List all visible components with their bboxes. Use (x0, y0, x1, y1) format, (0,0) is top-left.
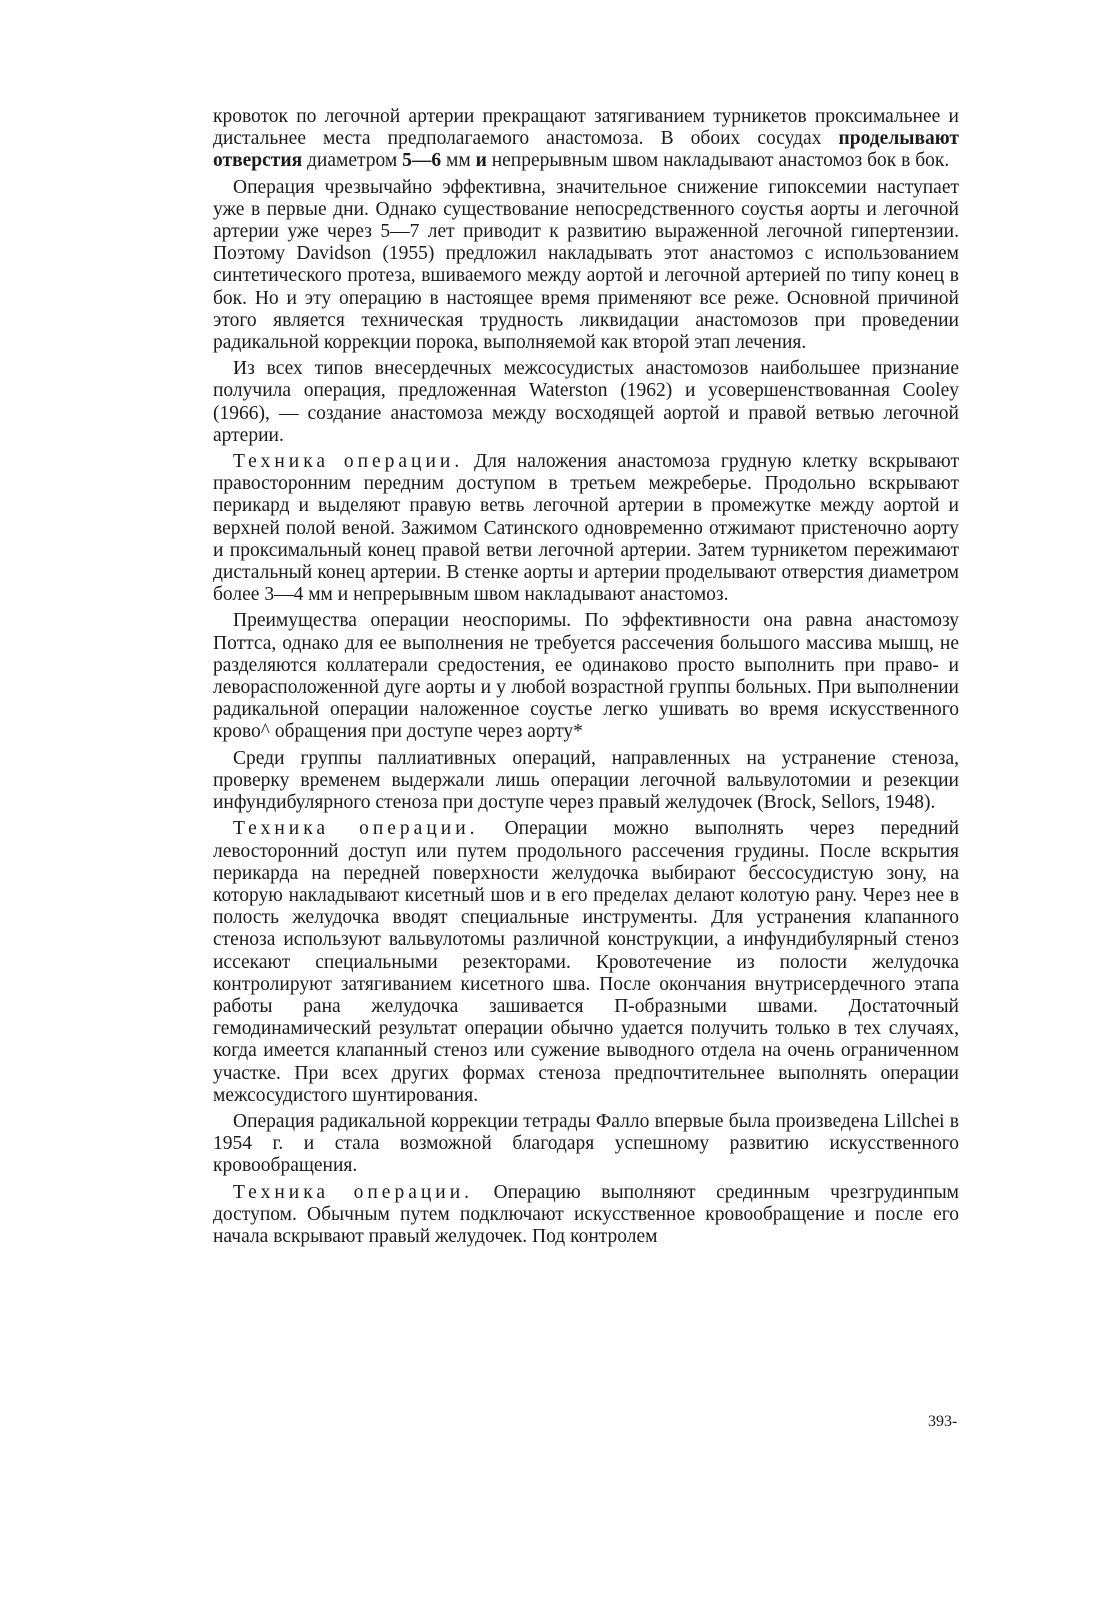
paragraph-1 (213, 106, 959, 173)
paragraph-5 (213, 610, 959, 743)
text-run: Для наложения анастомоза грудную клетку вскрывают правосторонним передним доступом в третьем межреберье. Продольно вскрывают перикард и выделяют правую ветвь легочной артерии в промежутке между аортой и верхней полой веной. Зажимом Сатинского одновременно отжимают пристеночно аорту и проксимальный конец правой ветви легочной артерии. Затем турникетом пережимают дистальный конец артерии. В стенке аорты и артерии проделывают отверстия диаметром более 3—4 мм и непрерывным швом накладывают анастомоз. (213, 451, 959, 606)
paragraph-8 (213, 1111, 959, 1178)
bold-run: проделывают отверстия (213, 128, 959, 172)
paragraph-6 (213, 748, 959, 815)
text-run: Операция радикальной коррекции тетрады Фалло впервые была произведена Lillchei в 1954 г. и стала возможной благодаря успешному развитию искусственного кровообращения. (213, 1110, 959, 1177)
page-number: 393- (928, 1413, 958, 1430)
text-run: Операцию выполняют срединным чрезгрудинпым доступом. Обычным путем подключают искусственное кровообращение и после его начала вскрывают правый желудочек. Под контролем (213, 1181, 960, 1247)
bold-run: и (475, 150, 487, 172)
paragraph-7 (213, 818, 959, 1107)
bold-run: 5—6 (402, 150, 442, 172)
text-run: Из всех типов внесердечных межсосудистых анастомозов наибольшее признание получила операция, предложенная Waterston (1962) и усовершенствованная Cooley (1966), — создание анастомоза между восходящей аортой и правой ветвью легочной артерии. (213, 358, 959, 446)
text-run: Операции можно выполнять через передний левосторонний доступ или путем продольного рассечения грудины. После вскрытия перикарда на передней поверхности желудочка выбирают бессосудистую зону, на которую накладывают кисетный шов и в его пределах делают колотую рану. Через нее в полость желудочка вводят специальные инструменты. Для устранения клапанного стеноза используют вальвулотомы различной конструкции, а инфундибулярный стеноз иссекают специальными резекторами. Кровотечение из полости желудочка контролируют затягиванием кисетного шва. После окончания внутрисердечного этапа работы рана желудочка зашивается П-образными швами. Достаточный гемодинамический результат операции обычно удается получить только в тех случаях, когда имеется клапанный стеноз или сужение выводного отдела на очень ограниченном участке. При всех других формах стеноза предпочтительнее выполнять операции межсосудистого шунтирования. (213, 818, 959, 1106)
page-body (213, 106, 959, 1252)
text-run: Операция чрезвычайно эффективна, значительное снижение гипоксемии наступает уже в первые дни. Однако существование непосредственного соустья аорты и легочной артерии уже через 5—7 лет приводит к развитию выраженной легочной гипертензии. Поэтому Davidson (1955) предложил накладывать этот анастомоз с использованием синтетического протеза, вшиваемого между аортой и легочной артерией по типу конец в бок. Но и эту операцию в настоящее время применяют все реже. Основной причиной этого является техническая трудность ликвидации анастомозов при проведении радикальной коррекции порока, выполняемой как второй этап лечения. (213, 176, 959, 354)
paragraph-9 (213, 1182, 959, 1249)
text-run: Преимущества операции неоспоримы. По эффективности она равна анастомозу Поттса, однако для ее выполнения не требуется рассечения большого массива мышц, не разделяются коллатерали средостения, ее одинаково просто выполнить при право- и леворасположенной дуге аорты и у любой возрастной группы больных. При выполнении радикальной операции наложенное соустье легко ушивать во время искусственного крово^ обращения при доступе через аорту* (213, 610, 959, 743)
paragraph-3 (213, 358, 959, 447)
text-run: Среди группы паллиативных операций, направленных на устранение стеноза, проверку временем выдержали лишь операции легочной вальвулотомии и резекции инфундибулярного стеноза при доступе через правый желудочек (Brock, Sellors, 1948). (213, 747, 959, 814)
text-run: мм (441, 150, 476, 172)
text-run: непрерывным швом накладывают анастомоз бок в бок. (486, 150, 950, 172)
section-heading-technique: Техника операции. (233, 818, 479, 840)
section-heading-technique: Техника операции. (233, 451, 464, 473)
section-heading-technique: Техника операции. (233, 1181, 474, 1203)
paragraph-4 (213, 451, 959, 606)
text-run: диаметром (302, 150, 403, 172)
paragraph-2 (213, 177, 959, 355)
text-run: кровоток по легочной артерии прекращают затягиванием турникетов проксимальнее и дистальнее места предполагаемого анастомоза. В обоих сосудах (213, 106, 959, 150)
